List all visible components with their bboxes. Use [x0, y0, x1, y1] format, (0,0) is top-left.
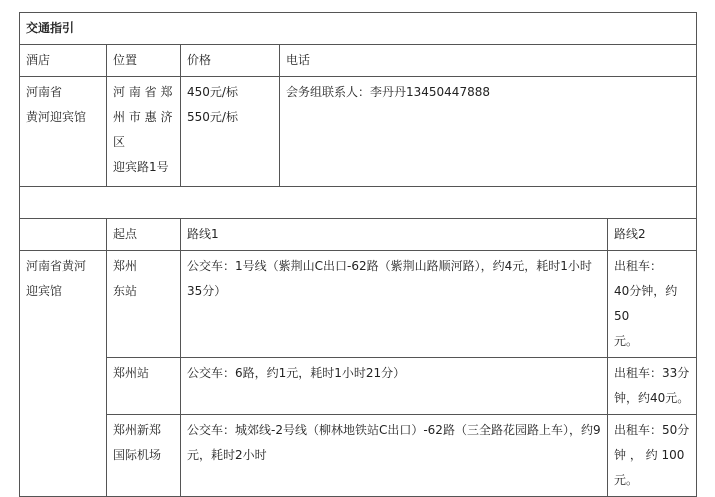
- route2-line: 元。: [614, 334, 639, 348]
- route2-line: 钟，约40元。: [614, 391, 690, 405]
- origin-cell: [107, 251, 181, 358]
- origin-column-header: 起点: [107, 219, 181, 251]
- route1-column-header: 路线1: [181, 219, 608, 251]
- location-column-header: 位置: [107, 45, 181, 77]
- spacer-cell: [20, 187, 697, 219]
- route2-line: 元。: [614, 473, 639, 487]
- routes-header-row: [20, 219, 697, 251]
- route2-line: 出租车：50分: [614, 423, 690, 437]
- route2-column-header: 路线2: [608, 219, 697, 251]
- route-row: [20, 251, 697, 358]
- empty-header-cell: [20, 219, 107, 251]
- hotel-price-cell: [181, 77, 280, 187]
- hotel-location-cell: [107, 77, 181, 187]
- hotel-row: [20, 77, 697, 187]
- route2-cell: [608, 358, 697, 415]
- route2-line: 钟 ， 约 100: [614, 448, 685, 462]
- destination-line: 迎宾馆: [26, 284, 63, 298]
- origin-line: 国际机场: [113, 448, 162, 462]
- route2-cell: [608, 251, 697, 358]
- route1-cell: 公交车：6路，约1元，耗时1小时21分）: [181, 358, 608, 415]
- origin-cell: [107, 358, 181, 415]
- location-line: 河 南 省 郑: [113, 85, 173, 99]
- hotel-contact-cell: 会务组联系人：李丹丹13450447888: [280, 77, 697, 187]
- origin-cell: [107, 415, 181, 497]
- location-line: 迎宾路1号: [113, 160, 169, 174]
- hotel-column-header: 酒店: [20, 45, 107, 77]
- price-line: 450元/标: [187, 85, 238, 99]
- price-column-header: 价格: [181, 45, 280, 77]
- route-row: [20, 415, 697, 497]
- hotel-name-cell: [20, 77, 107, 187]
- origin-line: 东站: [113, 284, 138, 298]
- origin-line: 郑州新郑: [113, 423, 162, 437]
- hotel-name-line: 河南省: [26, 85, 63, 99]
- route2-line: 出租车：33分: [614, 366, 690, 380]
- title-row: [20, 13, 697, 45]
- location-line: 州 市 惠 济: [113, 110, 173, 124]
- route2-line: 出租车：: [614, 259, 663, 273]
- route2-line: 40分钟，约50: [614, 284, 678, 323]
- section-title: 交通指引: [20, 13, 697, 45]
- price-line: 550元/标: [187, 110, 238, 124]
- route2-cell: [608, 415, 697, 497]
- hotel-header-row: [20, 45, 697, 77]
- hotel-name-line: 黄河迎宾馆: [26, 110, 87, 124]
- location-line: 区: [113, 135, 126, 149]
- route1-cell: 公交车：城郊线-2号线（柳林地铁站C出口）-62路（三全路花园路上车），约9元，耗时2小时: [181, 415, 608, 497]
- spacer-row: [20, 187, 697, 219]
- traffic-guide-table: [19, 12, 697, 497]
- origin-line: 郑州站: [113, 366, 150, 380]
- destination-cell: [20, 251, 107, 497]
- origin-line: 郑州: [113, 259, 138, 273]
- route1-cell: 公交车：1号线（紫荆山C出口-62路（紫荆山路顺河路），约4元，耗时1小时35分）: [181, 251, 608, 358]
- route-row: [20, 358, 697, 415]
- phone-column-header: 电话: [280, 45, 697, 77]
- destination-line: 河南省黄河: [26, 259, 87, 273]
